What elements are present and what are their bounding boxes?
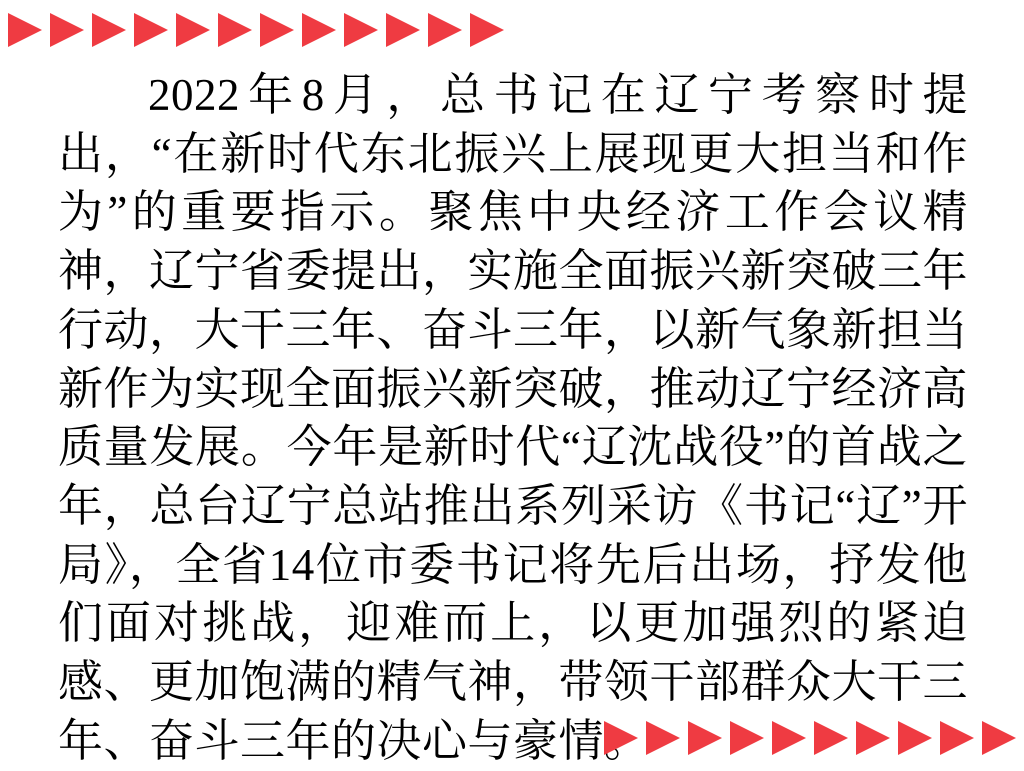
triangle-right-icon (604, 721, 638, 755)
triangle-right-icon (8, 13, 42, 47)
triangle-right-icon (688, 721, 722, 755)
triangle-right-icon (92, 13, 126, 47)
triangle-right-icon (772, 721, 806, 755)
triangle-right-icon (982, 721, 1016, 755)
triangle-right-icon (646, 721, 680, 755)
triangle-right-icon (940, 721, 974, 755)
slide-body-paragraph: 2022年8月，总书记在辽宁考察时提出，“在新时代东北振兴上展现更大担当和作为”的重要指示。聚焦中央经济工作会议精神，辽宁省委提出，实施全面振兴新突破三年行动，大干三年、奋斗三年，以新气象新担当新作为实现全面振兴新突破，推动辽宁经济高质量发展。今年是新时代“辽沈战役”的首战之年，总台辽宁总站推出系列采访《书记“辽”开局》，全省14位市委书记将先后出场，抒发他们面对挑战，迎难而上，以更加强烈的紧迫感、更加饱满的精气神，带领干部群众大干三年、奋斗三年的决心与豪情。 (58, 70, 969, 766)
triangle-right-icon (470, 13, 504, 47)
triangle-right-icon (134, 13, 168, 47)
triangle-right-icon (176, 13, 210, 47)
triangle-right-icon (856, 721, 890, 755)
triangle-right-icon (730, 721, 764, 755)
triangle-right-icon (428, 13, 462, 47)
triangle-right-icon (302, 13, 336, 47)
triangle-right-icon (814, 721, 848, 755)
triangle-right-icon (218, 13, 252, 47)
triangle-right-icon (386, 13, 420, 47)
top-arrow-decoration (8, 10, 504, 50)
triangle-right-icon (50, 13, 84, 47)
triangle-right-icon (898, 721, 932, 755)
triangle-right-icon (344, 13, 378, 47)
triangle-right-icon (260, 13, 294, 47)
bottom-arrow-decoration (604, 718, 1016, 758)
